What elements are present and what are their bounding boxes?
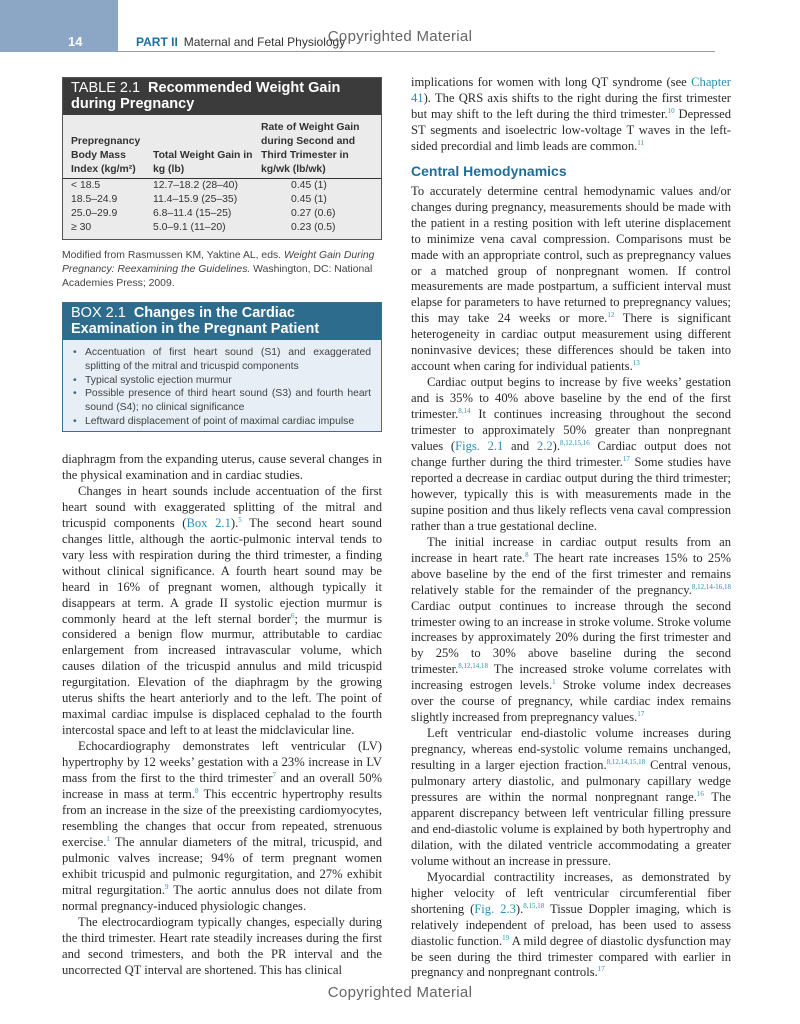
text: The apparent discrepancy between left ventricular filling pressure and end-diastolic volume is explained by both hypertrophy and dilation, with the dilated ventricle accommodating a greater volume without an increase in pressure. [411,789,731,868]
paragraph [62,915,382,979]
box-2-1 [62,302,382,432]
caption-text: Modified from Rasmussen KM, Yaktine AL, eds. [62,250,284,261]
table-2-1 [62,77,382,240]
table-row [63,179,381,194]
box-list-item: • Typical systolic ejection murmur [73,374,371,388]
text: The aortic annulus does not dilate from normal pregnancy-induced physiologic changes. [62,882,382,913]
weight-gain-table [63,121,381,235]
citation-reference[interactable]: 8 [195,787,199,796]
table-title [63,78,381,115]
citation-reference[interactable]: 6 [290,611,295,620]
paragraph [62,739,382,914]
column-header: Prepregnancy Body Mass Index (kg/m²) [63,121,153,179]
caption-text: Washington, DC: National Academies Press; 2009. [62,264,373,289]
text: There is significant heterogeneity in cardiac output measurement using different noninvasive devices; these differences should be taken into account when caring for individual patients. [411,311,731,374]
citation-reference[interactable]: 11 [637,138,645,147]
paragraph [411,870,731,982]
table-cell: ≥ 30 [71,222,92,233]
table-row [63,221,381,235]
table-cell: 25.0–29.9 [71,208,118,219]
part-label: PART II [136,35,178,49]
text: implications for women with long QT syndrome (see [411,75,692,89]
text: Tissue Doppler imaging, which is relatively independent of preload, has been used to assess diastolic function. [411,901,731,948]
box-list-item: • Possible presence of third heart sound (S3) and fourth heart sound (S4); no clinical significance [73,387,371,415]
paragraph [411,375,731,535]
text: The increased stroke volume correlates with increasing estrogen levels. [411,662,731,693]
cross-reference-link[interactable]: Fig. 2.3 [474,901,516,916]
column-header: Rate of Weight Gain during Second and Third Trimester in kg/wk (lb/wk) [261,121,381,179]
citation-reference[interactable]: 8,12,15,16 [560,439,590,448]
paragraph [411,75,731,155]
citation-reference[interactable]: 7 [272,771,276,780]
citation-reference[interactable]: 8,12,14-16,18 [691,582,731,591]
text: and an overall 50% increase in mass at term. [62,771,383,802]
text: Changes in heart sounds include accentuation of the first heart sound with exaggerated splitting of the mitral and tricuspid components ( [62,483,382,530]
citation-reference[interactable]: 8 [525,550,529,559]
text: diaphragm from the expanding uterus, cause several changes in the physical examination and in cardiac studies. [62,452,382,482]
citation-reference[interactable]: 10 [667,106,675,115]
citation-reference[interactable]: 16 [696,789,704,798]
section-heading: Central Hemodynamics [411,162,567,179]
column-header: Total Weight Gain in kg (lb) [153,121,261,179]
text: Cardiac output begins to increase by five weeks’ gestation and is 35% to 40% above baseline by the end of the first trimester. [411,375,731,422]
citation-reference[interactable]: 19 [502,933,510,942]
table-cell: 5.0–9.1 (11–20) [153,222,226,233]
table-cell: 0.27 (0.6) [291,208,336,219]
text: ). The QRS axis shifts to the right during the first trimester but may shift to the left during the third trimester. [411,90,731,121]
text: To accurately determine central hemodynamic values and/or changes during pregnancy, measurements should be made with the patient in a resting position with left uterine displacement to minimize vena caval compression. Comparisons must be made with an appropriate control, such as prepregnancy values or a matched group of nonpregnant women. If control measurements are made postpartum, a sufficient interval must elapse for parameters to have returned to prepregnancy values; this may take 24 weeks or more. [411,183,731,326]
paragraph [62,484,382,739]
box-list-item: • Accentuation of first heart sound (S1) and exaggerated splitting of the mitral and tricuspid components [73,346,371,374]
text: Stroke volume index decreases over the course of pregnancy, while cardiac index remains slightly increased from prepregnancy values. [411,678,731,725]
cross-reference-link[interactable]: Figs. 2.1 [455,439,504,454]
citation-reference[interactable]: 1 [552,678,556,687]
citation-reference[interactable]: 8,12,14,15,18 [606,758,646,767]
text: Some studies have reported a decrease in cardiac output during the third trimester; however, typically this is with measurements made in the supine position and thus likely reflects vena caval compression rather than a true gestational decline. [411,454,731,533]
table-cell: 18.5–24.9 [71,194,118,205]
text: Myocardial contractility increases, as demonstrated by higher velocity of left ventricular circumferential fiber shortening ( [411,869,731,916]
paragraph [62,452,382,484]
citation-reference[interactable]: 13 [632,359,640,368]
text: Central venous, pulmonary artery diastolic, and pulmonary capillary wedge pressures are within the normal nonpregnant range. [411,758,731,804]
left-column [62,452,382,978]
table-cell: 0.45 (1) [291,180,327,191]
watermark-top: Copyrighted Material [327,28,473,45]
text: The initial increase in cardiac output results from an increase in heart rate. [411,534,731,565]
text: Depressed ST segments and isoelectric low-voltage T waves in the left-sided precordial and limb leads are common. [411,106,731,153]
text: The second heart sound changes little, although the aortic-pulmonic interval tends to vary less with respiration during the third trimester, a finding without clinical significance. A fourth heart sound may be heard in 16% of pregnant women, although typically it disappears at term. A grade II systolic ejection murmur is commonly heard at the left sternal border [62,515,382,626]
table-label: TABLE 2.1 [71,80,141,96]
text: The electrocardiogram typically changes, especially during the third trimester. Heart rate steadily increases during the first and second trimesters, and both the PR interval and the uncorrected QT interval are shortened. This has clinical [62,914,382,977]
text: ). [230,515,239,530]
header-rule [118,51,715,52]
box-list-item: • Leftward displacement of point of maximal cardiac impulse [73,415,371,429]
table-row [63,207,381,221]
table-cell: 12.7–18.2 (28–40) [153,180,238,191]
table-cell: 0.45 (1) [291,194,327,205]
text: ). [515,901,524,916]
citation-reference[interactable]: 9 [165,882,169,891]
section-title: Maternal and Fetal Physiology [183,35,346,49]
paragraph [411,184,731,375]
page-number: 14 [68,34,83,49]
box-title-text: Changes in the Cardiac Examination in the Pregnant Patient [71,305,320,337]
text: Cardiac output continues to increase through the second trimester owing to an increase in stroke volume. Stroke volume increases by approximately 20% during the first trimester and by 25% to 30% above baseline during the second trimester. [411,598,731,677]
text: ). [552,439,560,454]
text: This eccentric hypertrophy results from an increase in the size of the preexisting cardiomyocytes, resembling the changes that occur from repeated, strenuous exercise. [62,787,382,849]
box-title [63,303,381,340]
table-row [63,193,381,207]
table-cell: 11.4–15.9 (25–35) [153,194,238,205]
table-cell: < 18.5 [71,180,101,191]
citation-reference[interactable]: 8,14 [458,407,471,416]
text: and [503,439,537,454]
text: Left ventricular end-diastolic volume increases during pregnancy, whereas end-systolic volume remains unchanged, resulting in a larger ejection fraction. [411,726,731,773]
box-label: BOX 2.1 [71,305,126,321]
cross-reference-link[interactable]: Box 2.1 [186,515,231,530]
citation-reference[interactable]: 17 [622,454,630,463]
citation-reference[interactable]: 8,15,18 [523,901,545,910]
right-column [411,75,731,981]
citation-reference[interactable]: 12 [607,311,615,320]
paragraph [411,535,731,726]
citation-reference[interactable]: 17 [597,965,605,974]
citation-reference[interactable]: 5 [238,515,242,524]
citation-reference[interactable]: 17 [637,710,645,719]
citation-reference[interactable]: 8,12,14,18 [458,662,488,671]
text: ; the murmur is considered a benign flow murmur, attributable to cardiac enlargement from increased intravascular volume, which causes dilation of the tricuspid annulus and mild tricuspid regurgitation. Elevation of the diaphragm by the growing uterus shifts the heart anteriorly and to the left. The point of maximal cardiac impulse is displaced cephalad to the fourth intercostal space and left to at least the midclavicular line. [62,611,382,738]
watermark-bottom: Copyrighted Material [327,984,473,1001]
text: Echocardiography demonstrates left ventricular (LV) hypertrophy by 12 weeks’ gestation with a 23% increase in LV mass from the first to the third trimester [62,739,382,786]
text: The heart rate increases 15% to 25% above baseline by the end of the first trimester and remains relatively stable for the remainder of the pregnancy. [411,550,731,597]
text: A mild degree of diastolic dysfunction may be seen during the third trimester compared with earlier in pregnancy and nonpregnant controls. [411,933,731,980]
table-cell: 0.23 (0.5) [291,222,336,233]
citation-reference[interactable]: 1 [106,834,110,843]
text: It continues increasing throughout the second trimester to approximately 50% greater than nonpregnant values ( [411,407,731,454]
table-cell: 6.8–11.4 (15–25) [153,208,232,219]
text: The annular diameters of the mitral, tricuspid, and pulmonic valves increase; 94% of term pregnant women exhibit tricuspid and pulmonic regurgitation, and 27% exhibit mitral regurgitation. [62,834,382,897]
text: Cardiac output does not change further during the third trimester. [411,439,732,469]
table-caption [62,249,382,291]
table-title-text: Recommended Weight Gain during Pregnancy [71,80,341,112]
paragraph [411,726,731,870]
cross-reference-link[interactable]: Chapter 41 [411,75,731,105]
box-list [63,340,381,429]
cross-reference-link[interactable]: 2.2 [536,439,553,454]
caption-book-title: Weight Gain During Pregnancy: Reexamining the Guidelines. [62,250,375,275]
